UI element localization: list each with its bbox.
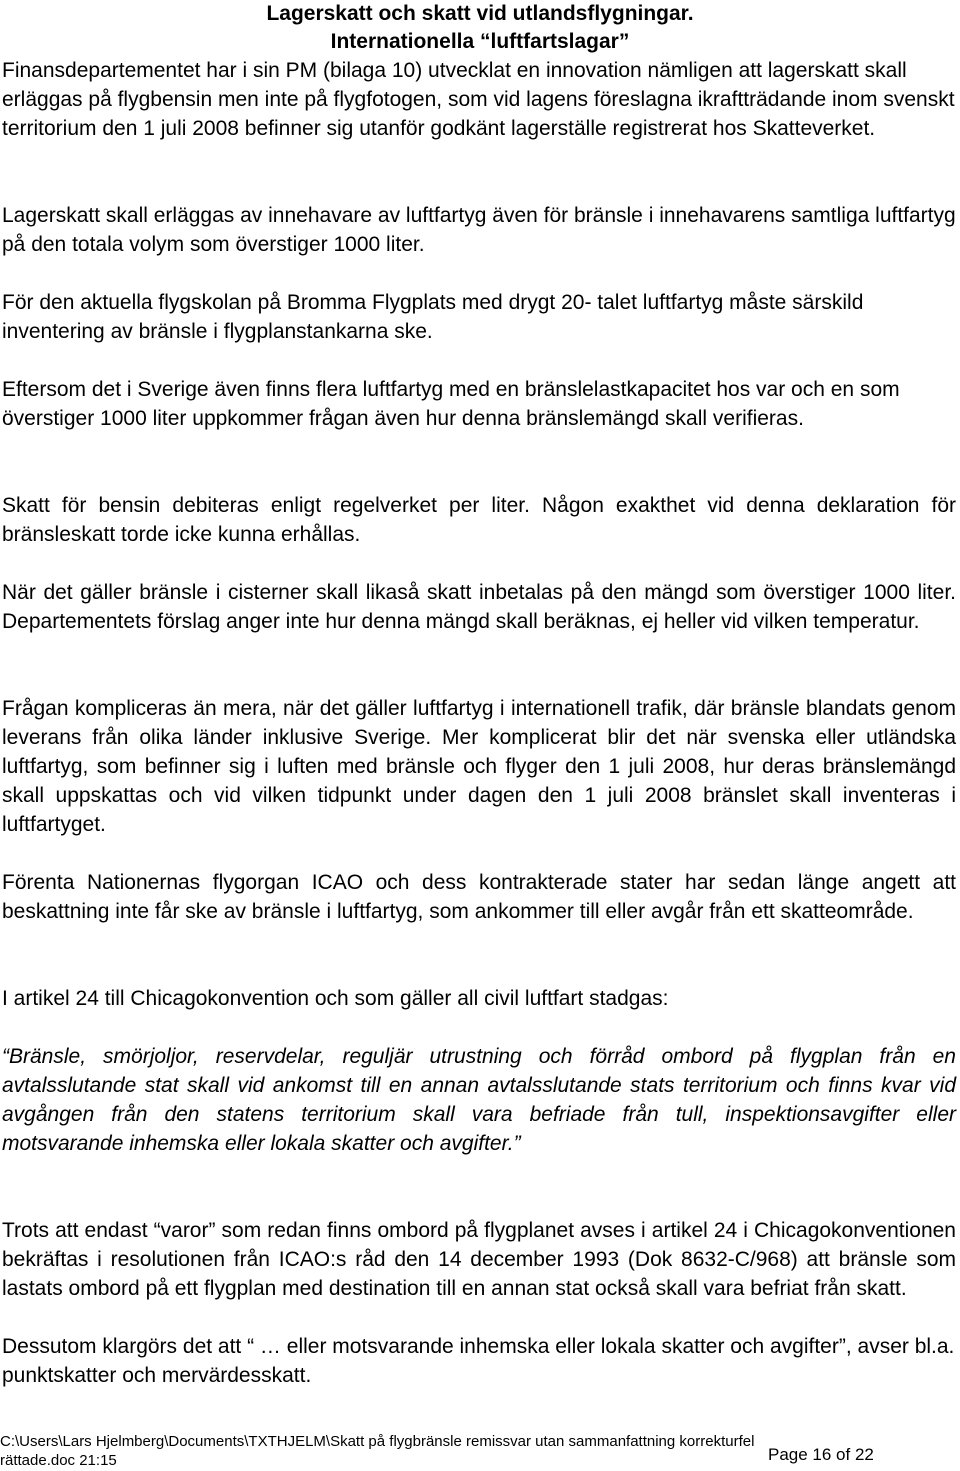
page-number: Page 16 of 22 xyxy=(768,1445,874,1464)
footer-file-path-continued: rättade.doc 21:15 xyxy=(0,1452,117,1469)
paragraph-flygskola: För den aktuella flygskolan på Bromma Flygplats med drygt 20- talet luftfartyg måste särskild inventering av bränsle i flygplanstankarna ske. xyxy=(2,291,864,343)
paragraph-innehavare: Lagerskatt skall erläggas av innehavare av luftfartyg även för bränsle i innehavarens samtliga luftfartyg på den totala volym som överstiger 1000 liter. xyxy=(2,204,956,256)
paragraph-lagerskatt-intro: Finansdepartementet har i sin PM (bilaga 10) utvecklat en innovation nämligen att lagerskatt skall erläggas på flygbensin men inte på flygfotogen, som vid lagens föreslagna ikraftträdande inom svenskt territorium den 1 juli 2008 befinner sig utanför godkänt lagerställe registrerat hos Skatteverket. xyxy=(2,59,955,140)
footer-file-path: C:\Users\Lars Hjelmberg\Documents\TXTHJELM\Skatt på flygbränsle remissvar utan sammanfattning korrekturfel xyxy=(0,1433,755,1450)
paragraph-bensinskatt: Skatt för bensin debiteras enligt regelverket per liter. Någon exakthet vid denna deklaration för bränsleskatt torde icke kunna erhållas. xyxy=(2,494,956,546)
paragraph-resolution: Trots att endast “varor” som redan finns ombord på flygplanet avses i artikel 24 i Chicagokonventionen bekräftas i resolutionen från ICAO:s råd den 14 december 1993 (Dok 8632-C/968) att bränsle som lastats ombord på ett flygplan med destination till en annan stat också skall vara befriat från skatt. xyxy=(2,1219,956,1300)
paragraph-verifiering: Eftersom det i Sverige även finns flera luftfartyg med en bränslelastkapacitet hos var och en som överstiger 1000 liter uppkommer frågan även hur denna bränslemängd skall verifieras. xyxy=(2,378,900,430)
paragraph-internationell-trafik: Frågan kompliceras än mera, när det gäller luftfartyg i internationell trafik, där bränsle blandats genom leverans från olika länder inklusive Sverige. Mer komplicerat blir det när svenska eller utländska luftfartyg, som befinner sig i luften med bränsle och flyger den 1 juli 2008, hur deras bränslemängd skall uppskattas och vid vilken tidpunkt under dagen den 1 juli 2008 bränslet skall inventeras i luftfartyget. xyxy=(2,697,956,836)
paragraph-artikel-24: I artikel 24 till Chicagokonvention och som gäller all civil luftfart stadgas: xyxy=(2,987,669,1010)
paragraph-cisterner: När det gäller bränsle i cisterner skall likaså skatt inbetalas på den mängd som överstiger 1000 liter. Departementets förslag anger inte hur denna mängd skall beräknas, ej heller vid vilken temperatur. xyxy=(2,581,956,633)
document-subtitle: Internationella “luftfartslagar” xyxy=(330,30,630,53)
quote-artikel-24: “Bränsle, smörjoljor, reservdelar, reguljär utrustning och förråd ombord på flygplan från en avtalsslutande stat skall vid ankomst till en annan avtalsslutande stats territorium och finns kvar vid avgången från den statens territorium skall vara befriade från tull, inspektionsavgifter eller motsvarande inhemska eller lokala skatter och avgifter.” xyxy=(2,1045,956,1155)
paragraph-icao: Förenta Nationernas flygorgan ICAO och dess kontrakterade stater har sedan länge angett att beskattning inte får ske av bränsle i luftfartyg, som ankommer till eller avgår från ett skatteområde. xyxy=(2,871,956,923)
paragraph-punktskatter: Dessutom klargörs det att “ … eller motsvarande inhemska eller lokala skatter och avgifter”, avser bl.a. punktskatter och mervärdesskatt. xyxy=(2,1335,955,1387)
document-title: Lagerskatt och skatt vid utlandsflygningar. xyxy=(266,2,694,25)
